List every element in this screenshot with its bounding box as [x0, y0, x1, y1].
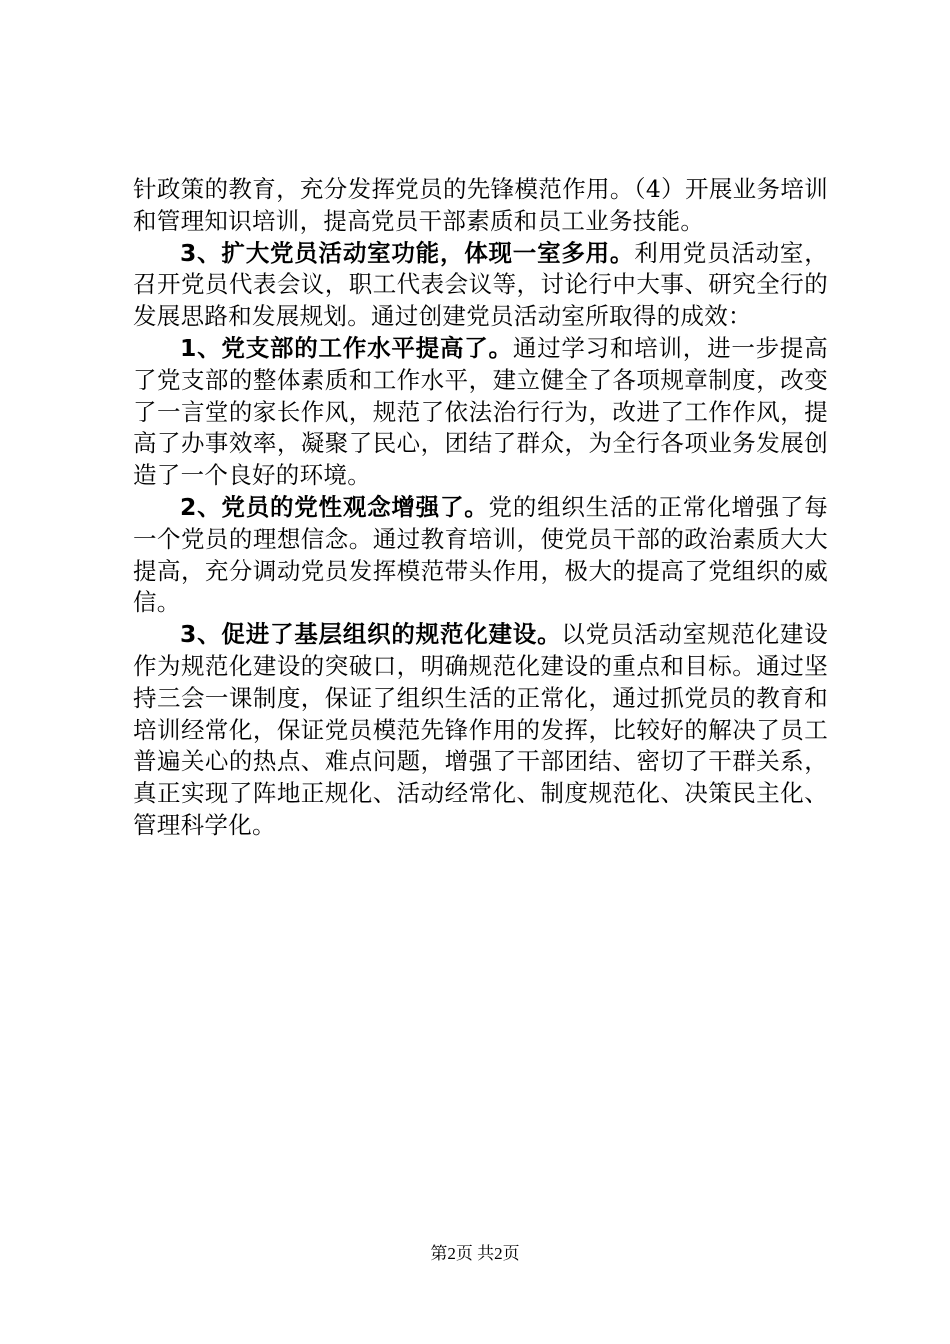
- paragraph-standardization: [133, 619, 828, 842]
- section-heading: 1、党支部的工作水平提高了。: [180, 333, 513, 362]
- paragraph-branch-work-level: [133, 333, 828, 492]
- section-heading: 2、党员的党性观念增强了。: [180, 492, 489, 521]
- paragraph-text: 利用党员活动室，召开党员代表会议，职工代表会议等，讨论行中大事、研究全行的发展思路和发展规划。通过创建党员活动室所取得的成效：: [133, 238, 828, 331]
- paragraph-text: 党的组织生活的正常化增强了每一个党员的理想信念。通过教育培训，使党员干部的政治素质大大提高，充分调动党员发挥模范带头作用，极大的提高了党组织的威信。: [133, 492, 828, 617]
- paragraph-text: 针政策的教育，充分发挥党员的先锋模范作用。（4）开展业务培训和管理知识培训，提高党员干部素质和员工业务技能。: [133, 175, 828, 235]
- paragraph-party-spirit: [133, 492, 828, 619]
- paragraph-text: 通过学习和培训，进一步提高了党支部的整体素质和工作水平，建立健全了各项规章制度，改变了一言堂的家长作风，规范了依法治行行为，改进了工作作风，提高了办事效率，凝聚了民心，团结了群众，为全行各项业务发展创造了一个良好的环境。: [133, 333, 828, 490]
- section-heading: 3、扩大党员活动室功能，体现一室多用。: [180, 238, 635, 267]
- paragraph-continuation: [133, 174, 828, 238]
- document-body: [133, 174, 828, 842]
- paragraph-activity-room-function: [133, 238, 828, 333]
- paragraph-text: 以党员活动室规范化建设作为规范化建设的突破口，明确规范化建设的重点和目标。通过坚持三会一课制度，保证了组织生活的正常化，通过抓党员的教育和培训经常化，保证党员模范先锋作用的发挥，比较好的解决了员工普遍关心的热点、难点问题，增强了干部团结、密切了干群关系，真正实现了阵地正规化、活动经常化、制度规范化、决策民主化、管理科学化。: [133, 620, 828, 839]
- page-number: 第2页 共2页: [430, 1244, 520, 1263]
- section-heading: 3、促进了基层组织的规范化建设。: [180, 620, 562, 649]
